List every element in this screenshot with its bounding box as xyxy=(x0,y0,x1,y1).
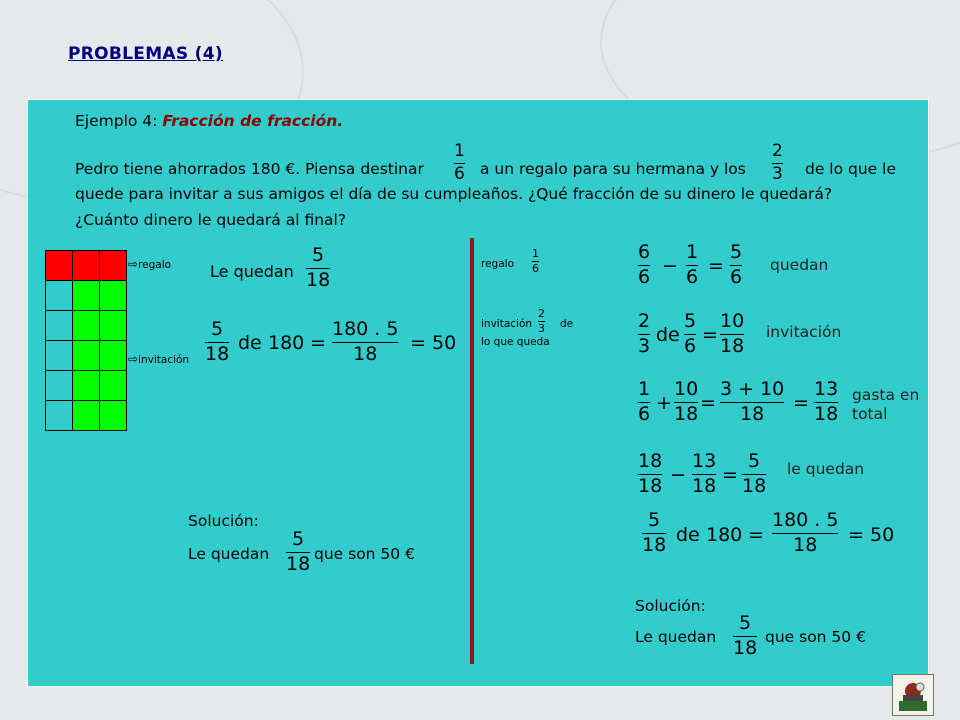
row3-plus: + xyxy=(656,392,672,414)
problem-text-line3: ¿Cuánto dinero le quedará al final? xyxy=(75,211,347,229)
right-label-lo-que-queda: lo que queda xyxy=(481,336,550,348)
row5-de: de xyxy=(676,524,700,546)
grid-label-regalo: ⇨regalo xyxy=(128,257,172,271)
example-label xyxy=(75,112,343,130)
row1-label-quedan: quedan xyxy=(770,256,829,274)
row2-frac-result: 10 18 xyxy=(720,310,745,357)
left-le-quedan: Le quedan xyxy=(210,262,294,281)
left-solution-fraction: 5 18 xyxy=(286,528,311,575)
right-fraction-two-thirds: 2 3 xyxy=(538,307,545,335)
row5-180: 180 xyxy=(706,524,743,546)
row3-label-gasta-en: gasta en xyxy=(852,386,920,404)
arrow-right-icon: ⇨ xyxy=(128,257,139,271)
right-solution-fraction: 5 18 xyxy=(733,612,758,659)
row2-label-invitacion: invitación xyxy=(766,323,842,341)
row5-expression: 180 . 5 18 xyxy=(772,509,839,556)
row4-frac-a: 18 18 xyxy=(638,450,663,497)
problem-text-line2: quede para invitar a sus amigos el día de su cumpleaños. ¿Qué fracción de su dinero le quedará? xyxy=(75,185,833,203)
row5-frac: 5 18 xyxy=(642,509,667,556)
row4-minus: − xyxy=(670,464,686,486)
left-calc-equals2: = xyxy=(410,332,426,354)
row2-frac-a: 2 3 xyxy=(638,310,651,357)
row3-frac-a: 1 6 xyxy=(638,378,651,425)
numerator: 1 xyxy=(454,141,465,161)
row3-frac-result: 13 18 xyxy=(814,378,839,425)
right-label-regalo: regalo xyxy=(481,258,514,270)
row3-frac-b: 10 18 xyxy=(674,378,699,425)
home-logo-icon[interactable] xyxy=(892,674,934,716)
row3-label-total: total xyxy=(852,405,888,423)
row4-frac-b: 13 18 xyxy=(692,450,717,497)
left-calc-result: 50 xyxy=(432,332,457,354)
row4-label-le-quedan: le quedan xyxy=(787,460,865,478)
left-calc-fraction: 5 18 xyxy=(205,318,230,365)
left-calc-expression: 180 . 5 18 xyxy=(332,318,399,365)
left-solution-tail: que son 50 € xyxy=(314,545,415,563)
right-solution-heading: Solución: xyxy=(635,597,706,615)
grid-label-invitacion: ⇨invitación xyxy=(128,352,190,366)
row4-frac-result: 5 18 xyxy=(742,450,767,497)
left-solution-le-quedan: Le quedan xyxy=(188,545,270,563)
fraction-two-thirds xyxy=(772,143,783,184)
row2-equals: = xyxy=(702,324,718,346)
vertical-divider xyxy=(470,238,474,664)
row1-frac-b: 1 6 xyxy=(686,241,699,288)
row5-equals: = xyxy=(748,524,764,546)
denominator: 6 xyxy=(454,163,465,184)
right-label-invitacion: invitación xyxy=(481,318,533,330)
right-label-de: de xyxy=(560,318,574,330)
problem-text-part1: Pedro tiene ahorrados 180 €. Piensa destinar xyxy=(75,160,424,178)
left-solution-heading: Solución: xyxy=(188,512,259,530)
left-calc-equals: = xyxy=(310,332,326,354)
right-fraction-one-sixth: 1 6 xyxy=(532,247,539,275)
row1-frac-result: 5 6 xyxy=(730,241,743,288)
arrow-right-icon: ⇨ xyxy=(128,352,139,366)
example-number: Ejemplo 4: xyxy=(75,112,158,130)
numerator: 2 xyxy=(772,141,783,161)
left-calc-180: 180 xyxy=(268,332,305,354)
row1-minus: − xyxy=(662,255,678,277)
denominator: 3 xyxy=(772,163,783,184)
left-calc-de: de xyxy=(238,332,262,354)
row1-frac-a: 6 6 xyxy=(638,241,651,288)
slide-title: PROBLEMAS (4) xyxy=(68,44,223,64)
row2-de: de xyxy=(656,324,680,346)
fraction-grid-diagram xyxy=(45,250,127,431)
right-solution-le-quedan: Le quedan xyxy=(635,628,717,646)
row4-equals: = xyxy=(722,464,738,486)
row1-equals: = xyxy=(708,255,724,277)
row3-frac-sum: 3 + 10 18 xyxy=(720,378,785,425)
fraction-5-18: 5 18 xyxy=(306,244,331,291)
row3-equals2: = xyxy=(793,392,809,414)
problem-text-part2: a un regalo para su hermana y los xyxy=(480,160,746,178)
row2-frac-b: 5 6 xyxy=(684,310,697,357)
problem-text-part3: de lo que le xyxy=(805,160,896,178)
fraction-one-sixth xyxy=(454,143,465,184)
row5-equals2: = xyxy=(848,524,864,546)
row5-result: 50 xyxy=(870,524,895,546)
example-topic: Fracción de fracción. xyxy=(162,112,344,130)
right-solution-tail: que son 50 € xyxy=(765,628,866,646)
row3-equals: = xyxy=(700,392,716,414)
